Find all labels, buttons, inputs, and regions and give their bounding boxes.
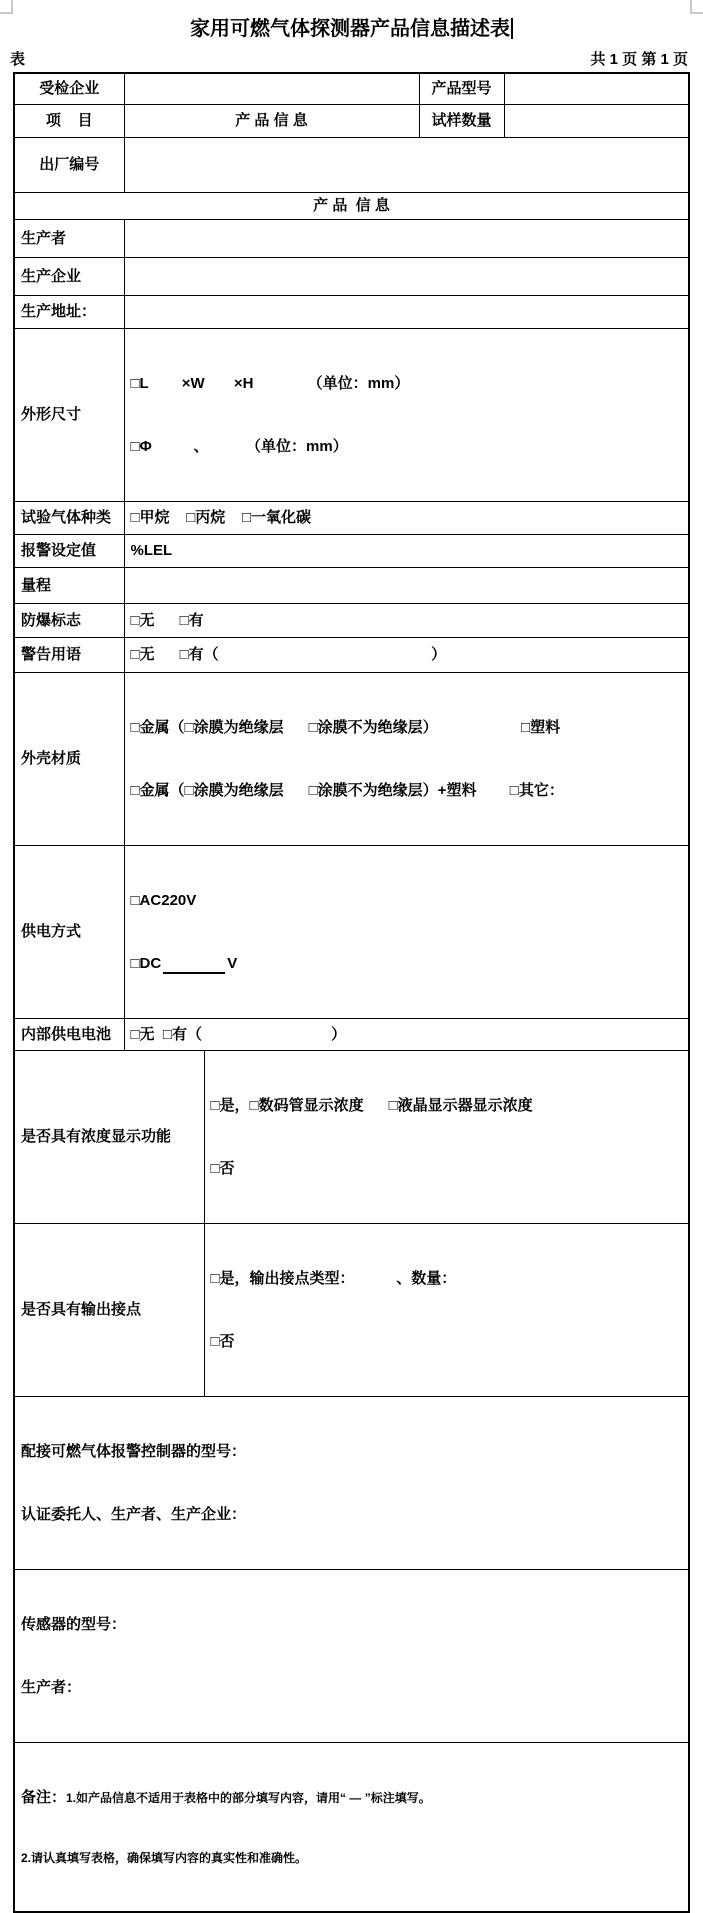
row-output-contact (14, 1223, 689, 1396)
sensor-model-label: 传感器的型号： (21, 1615, 127, 1633)
gas-type-options-cell[interactable]: □甲烷 □丙烷 □一氧化碳 (124, 501, 689, 534)
manufacturer-value-cell[interactable] (124, 257, 689, 295)
item-label: 项 目 (14, 104, 124, 137)
display-option-yes[interactable]: □是，□数码管显示浓度 □液晶显示器显示浓度 (210, 1096, 533, 1114)
display-options-cell[interactable] (204, 1050, 689, 1223)
producer-label: 生产者 (14, 219, 124, 257)
factory-no-value-cell[interactable] (124, 137, 689, 192)
shell-option-line1[interactable]: □金属（□涂膜为绝缘层 □涂膜不为绝缘层） □塑料 (130, 718, 561, 736)
row-factory-no (14, 137, 689, 192)
range-value-cell[interactable] (124, 567, 689, 603)
row-explosionproof (14, 603, 689, 637)
dimensions-label: 外形尺寸 (14, 328, 124, 501)
remarks-label: 备注： (21, 1788, 67, 1806)
inspected-company-label: 受检企业 (14, 73, 124, 104)
alarm-setpoint-value-cell[interactable]: %LEL (124, 534, 689, 567)
dc-prefix: □DC (130, 954, 162, 972)
display-option-no[interactable]: □否 (210, 1159, 235, 1177)
shell-options-cell[interactable] (124, 672, 689, 845)
remarks-line1 (21, 1787, 682, 1808)
explosionproof-options-cell[interactable]: □无 □有 (124, 603, 689, 637)
dimensions-option-lwh[interactable]: □L ×W ×H （单位：mm） (130, 374, 410, 392)
battery-label: 内部供电电池 (14, 1018, 124, 1050)
product-info-table (13, 72, 690, 1913)
sample-qty-label: 试样数量 (419, 104, 504, 137)
controller-parties-label: 认证委托人、生产者、生产企业： (21, 1505, 247, 1523)
row-internal-battery (14, 1018, 689, 1050)
power-options-cell[interactable] (124, 845, 689, 1018)
remarks-cell (14, 1742, 689, 1912)
product-model-label: 产品型号 (419, 73, 504, 104)
address-value-cell[interactable] (124, 295, 689, 328)
row-remarks (14, 1742, 689, 1912)
row-inspected-company (14, 73, 689, 104)
row-power-supply (14, 845, 689, 1018)
dc-suffix: V (227, 954, 238, 972)
page-title: 家用可燃气体探测器产品信息描述表 (190, 18, 510, 40)
row-controller-info (14, 1396, 689, 1569)
row-warning-words (14, 637, 689, 672)
row-section-header (14, 192, 689, 219)
page-title-row (0, 0, 703, 42)
power-label: 供电方式 (14, 845, 124, 1018)
sheet-label: 表 (10, 51, 26, 68)
sample-qty-value-cell[interactable] (504, 104, 689, 137)
gas-type-label: 试验气体种类 (14, 501, 124, 534)
row-alarm-setpoint (14, 534, 689, 567)
row-manufacturer (14, 257, 689, 295)
manufacturer-label: 生产企业 (14, 257, 124, 295)
row-producer (14, 219, 689, 257)
page-margin-mark-left (0, 0, 13, 14)
controller-model-label: 配接可燃气体报警控制器的型号： (21, 1442, 247, 1460)
product-info-column-label: 产 品 信 息 (124, 104, 419, 137)
row-address (14, 295, 689, 328)
warning-options-cell[interactable]: □无 □有（ ） (124, 637, 689, 672)
row-range (14, 567, 689, 603)
output-options-cell[interactable] (204, 1223, 689, 1396)
power-option-dc[interactable] (131, 953, 683, 974)
producer-value-cell[interactable] (124, 219, 689, 257)
meta-row (0, 51, 703, 69)
row-gas-type (14, 501, 689, 534)
inspected-company-value-cell[interactable] (124, 73, 419, 104)
explosionproof-label: 防爆标志 (14, 603, 124, 637)
row-item-header (14, 104, 689, 137)
page-count-label: 共 1 页 第 1 页 (590, 51, 688, 68)
battery-options-cell[interactable]: □无 □有（ ） (124, 1018, 689, 1050)
alarm-setpoint-label: 报警设定值 (14, 534, 124, 567)
range-label: 量程 (14, 567, 124, 603)
display-label: 是否具有浓度显示功能 (14, 1050, 204, 1223)
product-model-value-cell[interactable] (504, 73, 689, 104)
address-label: 生产地址： (14, 295, 124, 328)
row-sensor-info (14, 1569, 689, 1742)
section-title: 产 品 信 息 (14, 192, 689, 219)
dc-voltage-blank[interactable] (163, 959, 225, 974)
shell-label: 外壳材质 (14, 672, 124, 845)
warning-label: 警告用语 (14, 637, 124, 672)
row-concentration-display (14, 1050, 689, 1223)
output-label: 是否具有输出接点 (14, 1223, 204, 1396)
dimensions-option-diameter[interactable]: □Φ 、 （单位：mm） (130, 437, 348, 455)
controller-info-cell[interactable] (14, 1396, 689, 1569)
output-option-no[interactable]: □否 (210, 1332, 235, 1350)
row-shell-material (14, 672, 689, 845)
remarks-note-1: 1.如产品信息不适用于表格中的部分填写内容，请用“ — ”标注填写。 (66, 1790, 431, 1805)
power-option-ac[interactable]: □AC220V (130, 891, 197, 909)
sensor-producer-label: 生产者： (21, 1678, 82, 1696)
sensor-info-cell[interactable] (14, 1569, 689, 1742)
factory-no-label: 出厂编号 (14, 137, 124, 192)
page-margin-mark-right (690, 0, 703, 14)
remarks-note-2: 2.请认真填写表格，确保填写内容的真实性和准确性。 (21, 1850, 308, 1865)
dimensions-options-cell[interactable] (124, 328, 689, 501)
text-cursor (511, 18, 513, 39)
row-dimensions (14, 328, 689, 501)
output-option-yes[interactable]: □是，输出接点类型： 、数量： (210, 1269, 457, 1287)
shell-option-line2[interactable]: □金属（□涂膜为绝缘层 □涂膜不为绝缘层）+塑料 □其它： (130, 781, 564, 799)
